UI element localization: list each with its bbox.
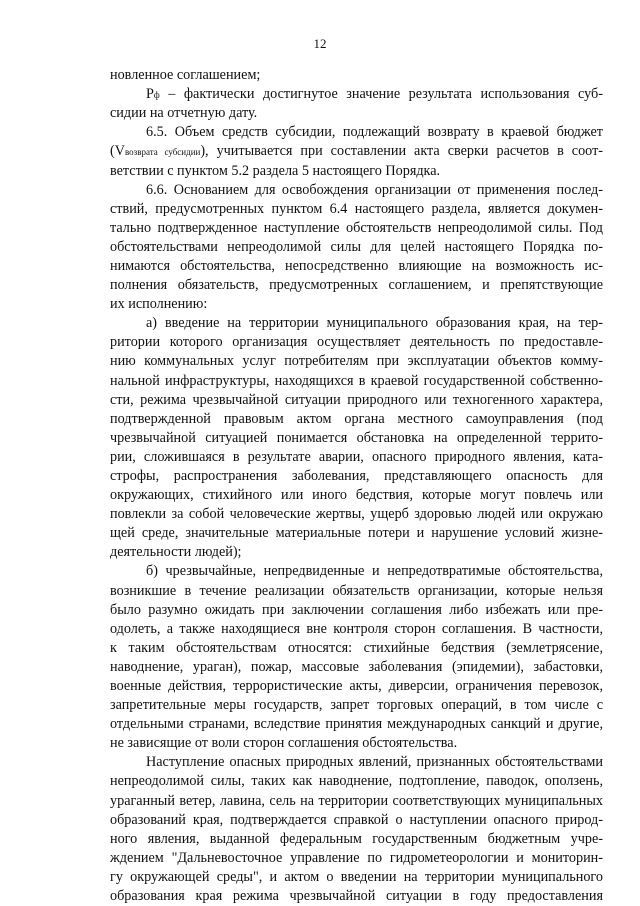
text-line: образований края, подтверждается справкой о наступлении опасного природ-	[110, 811, 603, 828]
text-line: запретительные меры государств, запрет торговых операций, в том числе с	[110, 697, 603, 714]
text-line: наводнение, ураган), пожар, массовые заболевания (эпидемии), забастовки,	[110, 658, 603, 675]
text-line: образования края режима чрезвычайной ситуации в году предоставления	[110, 888, 603, 904]
text-line: строфы, распространения заболевания, представляющего опасность для	[110, 468, 603, 484]
text-line: подтвержденной правовым актом органа местного самоуправления (под	[110, 410, 603, 427]
text-line: Наступление опасных природных явлений, признанных обстоятельствами	[146, 754, 603, 771]
text-line	[110, 142, 603, 161]
text-line: сидии на отчетную дату.	[110, 105, 258, 122]
text-line: нальной инфраструктуры, находящихся в краевой государственной собственно-	[110, 372, 603, 389]
text-line: тально подтвержденное наступление обстоятельств непреодолимой силы. Под	[110, 219, 603, 236]
text-line: ритории которого организация осуществляет деятельность по предоставле-	[110, 334, 603, 351]
text-line: новленное соглашением;	[110, 67, 261, 83]
text-line	[146, 85, 603, 104]
text-line: было разумно ожидать при заключении соглашения либо избежать или пре-	[110, 601, 603, 618]
text-line: чрезвычайной ситуацией понимается обстановка на определенной террито-	[110, 429, 603, 446]
text-line: нимаются обстоятельства, непосредственно влияющие на возможность ис-	[110, 257, 603, 274]
text-line: отдельными странами, вследствие принятия международных санкций и другие,	[110, 716, 603, 733]
text-line: сти, режима чрезвычайной ситуации природного или техногенного характера,	[110, 391, 603, 408]
page-number: 12	[313, 36, 327, 51]
text-line: их исполнению:	[110, 296, 208, 313]
text-line: рии, сложившаяся в результате аварии, опасного природного явления, ката-	[110, 448, 603, 465]
text-line: к таким обстоятельствам относятся: стихийные бедствия (землетрясение,	[110, 639, 603, 656]
formula-v-symbol: (V	[110, 143, 125, 160]
text-fragment: – фактически достигнутое значение результата использования суб-	[168, 86, 604, 103]
text-line: окружающих, стихийного или иного бедствия, которые могут повлечь или	[110, 487, 603, 503]
text-line: гу окружающей среды", и актом о введении на территории муниципального	[110, 868, 603, 885]
text-line: военные действия, террористические акты, диверсии, ограничения перевозок,	[110, 678, 603, 694]
text-line: нию коммунальных услуг потребителям при эксплуатации объектов комму-	[110, 353, 603, 370]
formula-p-symbol: P	[146, 86, 154, 103]
text-line: одолеть, а также находящиеся вне контроля сторон соглашения. В частности,	[110, 620, 603, 637]
formula-p-subscript: ф	[153, 90, 160, 101]
text-line: деятельности людей);	[110, 544, 242, 561]
text-line: а) введение на территории муниципального образования края, на тер-	[146, 315, 603, 332]
text-line: 6.6. Основанием для освобождения организации от применения послед-	[146, 181, 603, 198]
text-line: ствий, предусмотренных пунктом 6.4 настоящего раздела, является докумен-	[110, 200, 603, 217]
text-line: полнения обязательств, предусмотренных соглашением, и препятствующие	[110, 277, 603, 293]
text-fragment: ), учитывается при составлении акта сверки расчетов в соот-	[200, 143, 603, 160]
text-line: б) чрезвычайные, непредвиденные и непредотвратимые обстоятельства,	[146, 563, 603, 580]
text-line: ураганный ветер, лавина, сель на территории соответствующих муниципальных	[110, 792, 603, 809]
text-line: непреодолимой силы, таких как наводнение, подтопление, паводок, оползень,	[110, 773, 603, 790]
text-line: обстоятельствами непреодолимой силы для целей настоящего Порядка по-	[110, 238, 603, 255]
text-line: возникшие в течение реализации обязательств организации, которые нельзя	[110, 582, 603, 599]
text-line: 6.5. Объем средств субсидии, подлежащий возврату в краевой бюджет	[146, 124, 603, 141]
text-line: не зависящие от воли сторон соглашения обстоятельства.	[110, 735, 458, 752]
text-line: ного явления, выданной федеральным государственным бюджетным учре-	[110, 830, 603, 847]
text-line: ветствии с пунктом 5.2 раздела 5 настоящего Порядка.	[110, 162, 441, 179]
text-line: щей среде, значительные материальные потери и нарушение условий жизне-	[110, 525, 603, 542]
text-line: повлекли за собой человеческие жертвы, ущерб здоровью людей или окружаю	[110, 506, 603, 523]
formula-v-subscript: возврата субсидии	[124, 147, 201, 158]
text-line: ждением "Дальневосточное управление по гидрометеорологии и мониторин-	[110, 849, 603, 866]
